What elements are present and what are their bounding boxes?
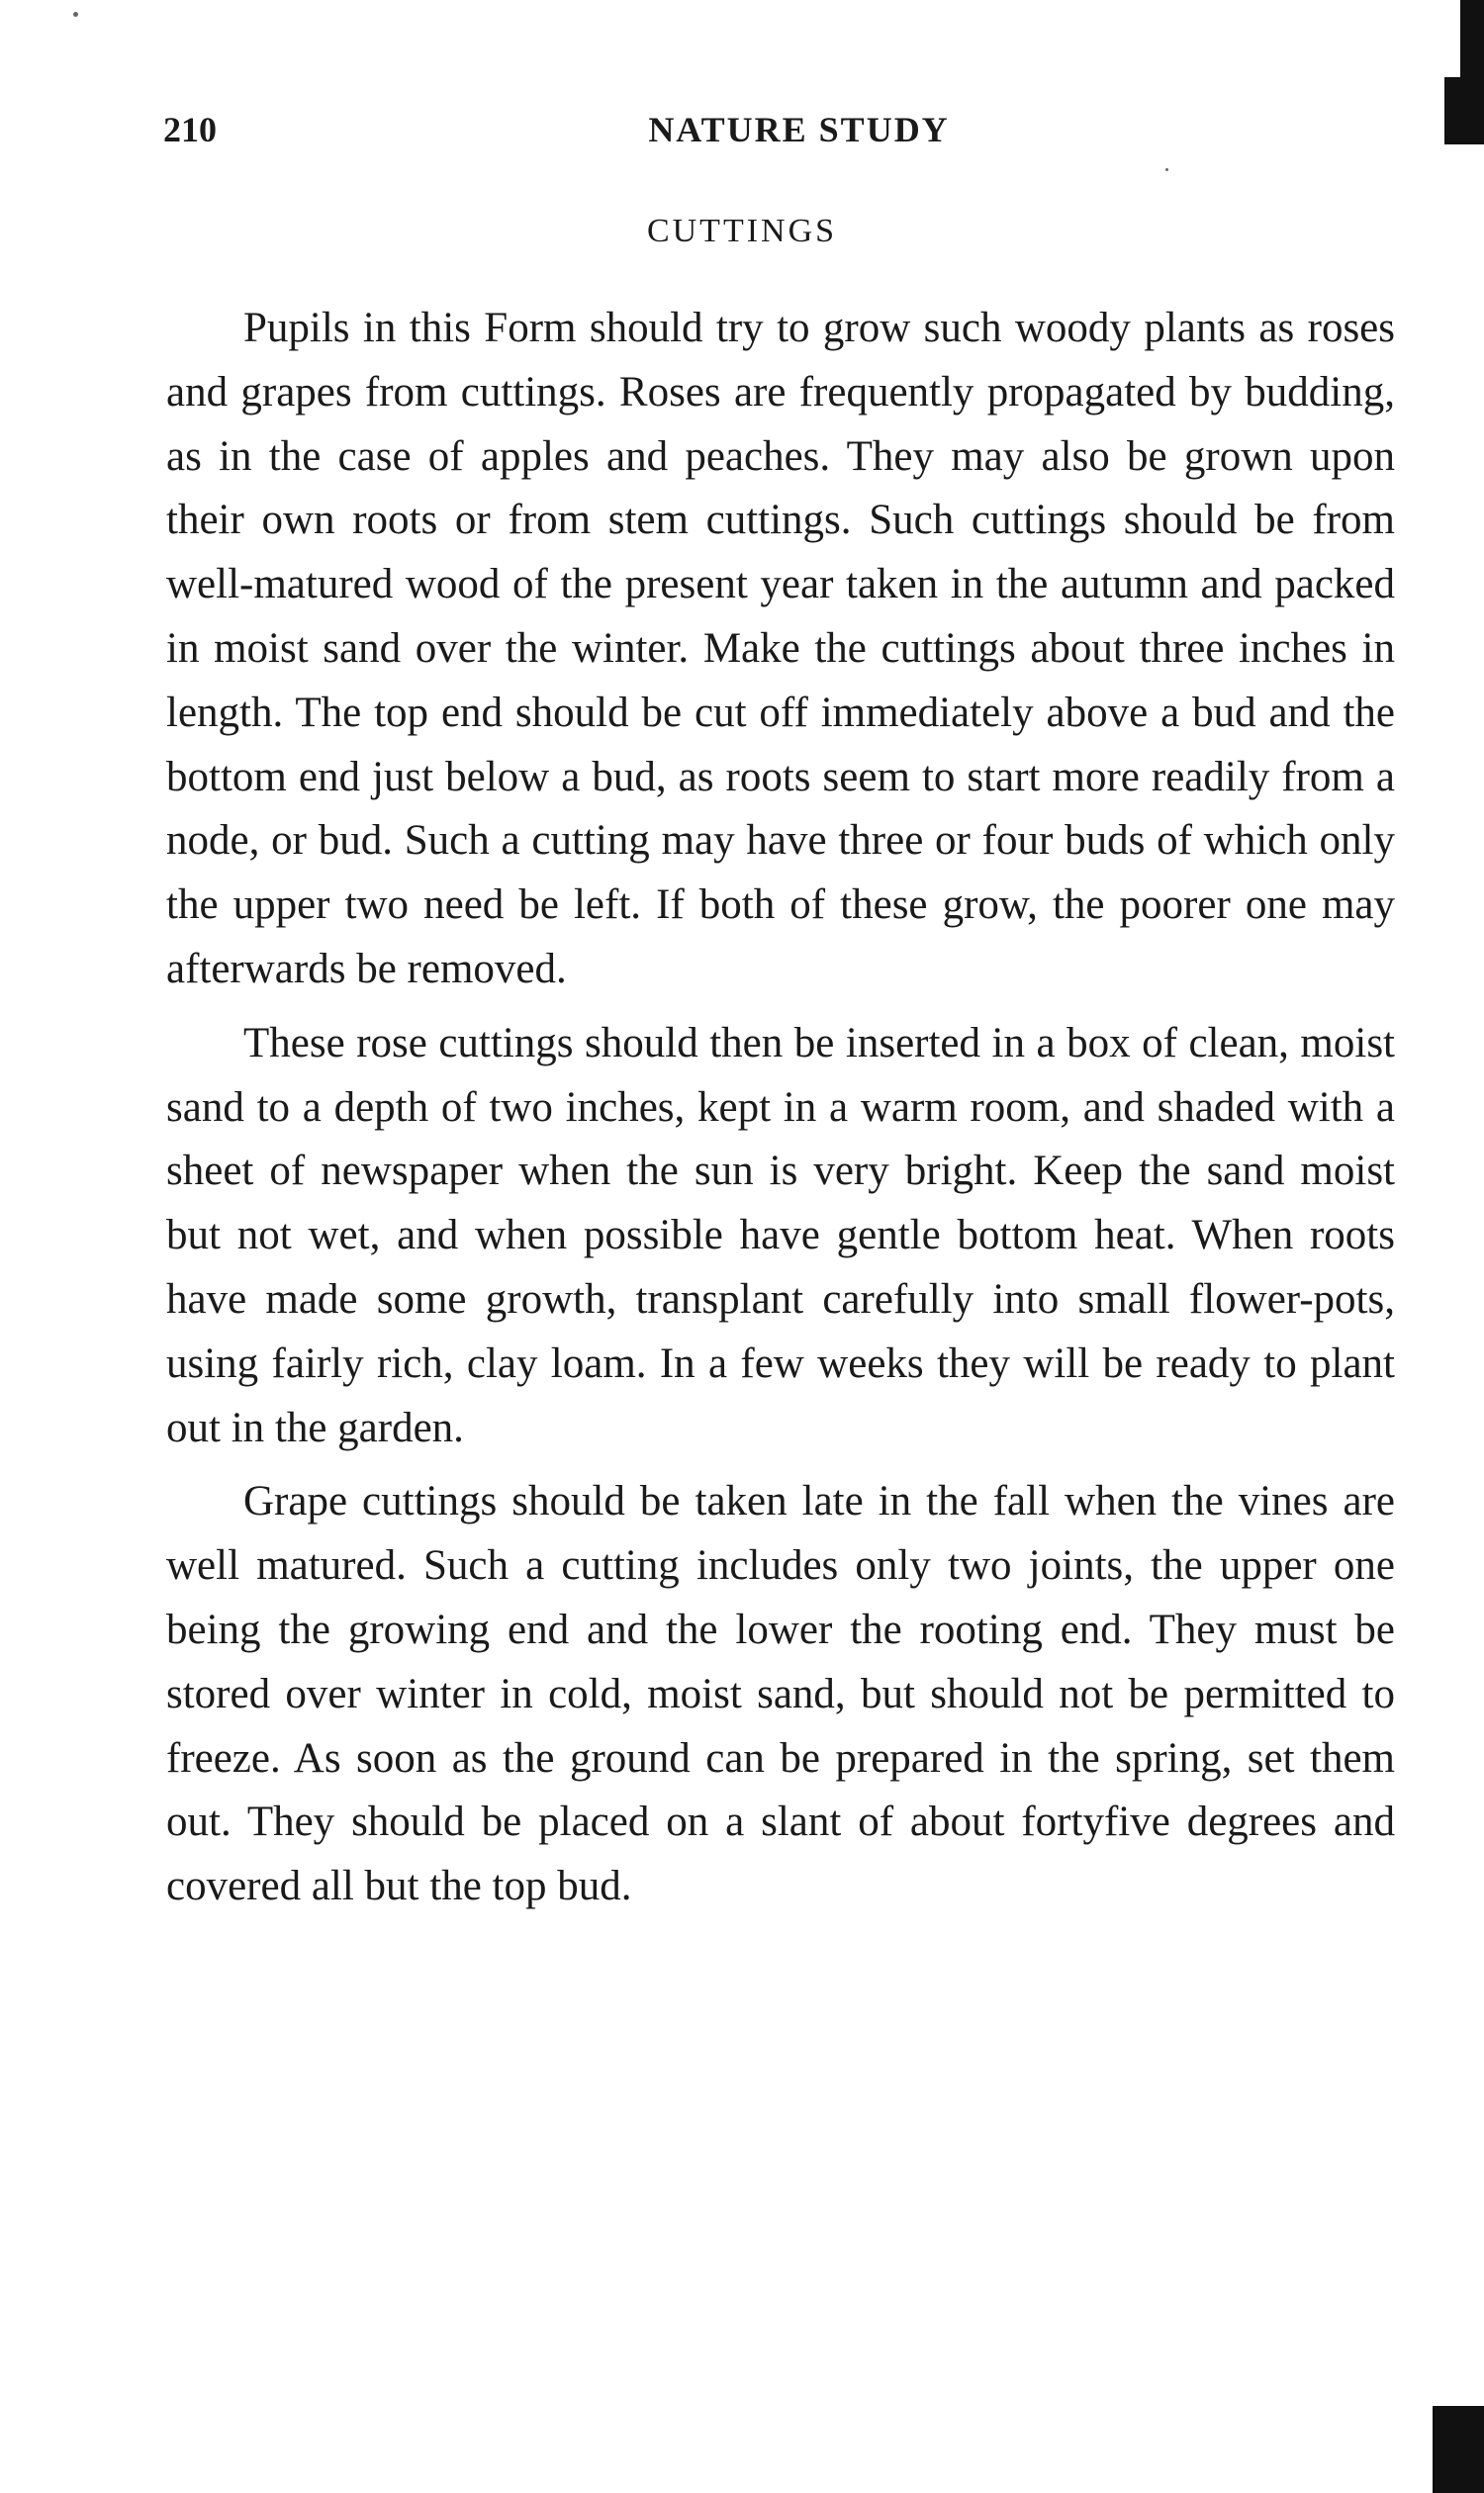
print-speck [1165, 168, 1168, 171]
section-title: CUTTINGS [646, 213, 838, 249]
page-number: 210 [163, 110, 217, 149]
paragraph: Grape cuttings should be taken late in the fall when the vines are well matured. Such a cutting includes only two joints, the upper one being the growing end and the lower the rooting end. They must be stored over winter in cold, moist sand, but should not be permitted to freeze. As soon as the ground can be prepared in the spring, set them out. They should be placed on a slant of about fortyfive degrees and covered all but the top bud. [166, 1478, 1395, 1910]
scan-edge-mark [1444, 77, 1484, 144]
running-head: NATURE STUDY [648, 110, 950, 149]
scan-edge-mark [1433, 2406, 1484, 2493]
body-text [166, 297, 1395, 1929]
paragraph: These rose cuttings should then be inserted in a box of clean, moist sand to a depth of two inches, kept in a warm room, and shaded with a sheet of newspaper when the sun is very bright. Keep the sand moist but not wet, and when possible have gentle bottom heat. When roots have made some growth, transplant carefully into small flower-pots, using fairly rich, clay loam. In a few weeks they will be ready to plant out in the garden. [166, 1019, 1395, 1451]
print-speck [73, 12, 78, 17]
paragraph: Pupils in this Form should try to grow such woody plants as roses and grapes from cuttings. Roses are frequently propagated by budding, as in the case of apples and peaches. They may also be grown upon their own roots or from stem cuttings. Such cuttings should be from well-matured wood of the present year taken in the autumn and packed in moist sand over the winter. Make the cuttings about three inches in length. The top end should be cut off immediately above a bud and the bottom end just below a bud, as roots seem to start more readily from a node, or bud. Such a cutting may have three or four buds of which only the upper two need be left. If both of these grow, the poorer one may afterwards be removed. [166, 305, 1395, 992]
page-header [163, 109, 1395, 158]
